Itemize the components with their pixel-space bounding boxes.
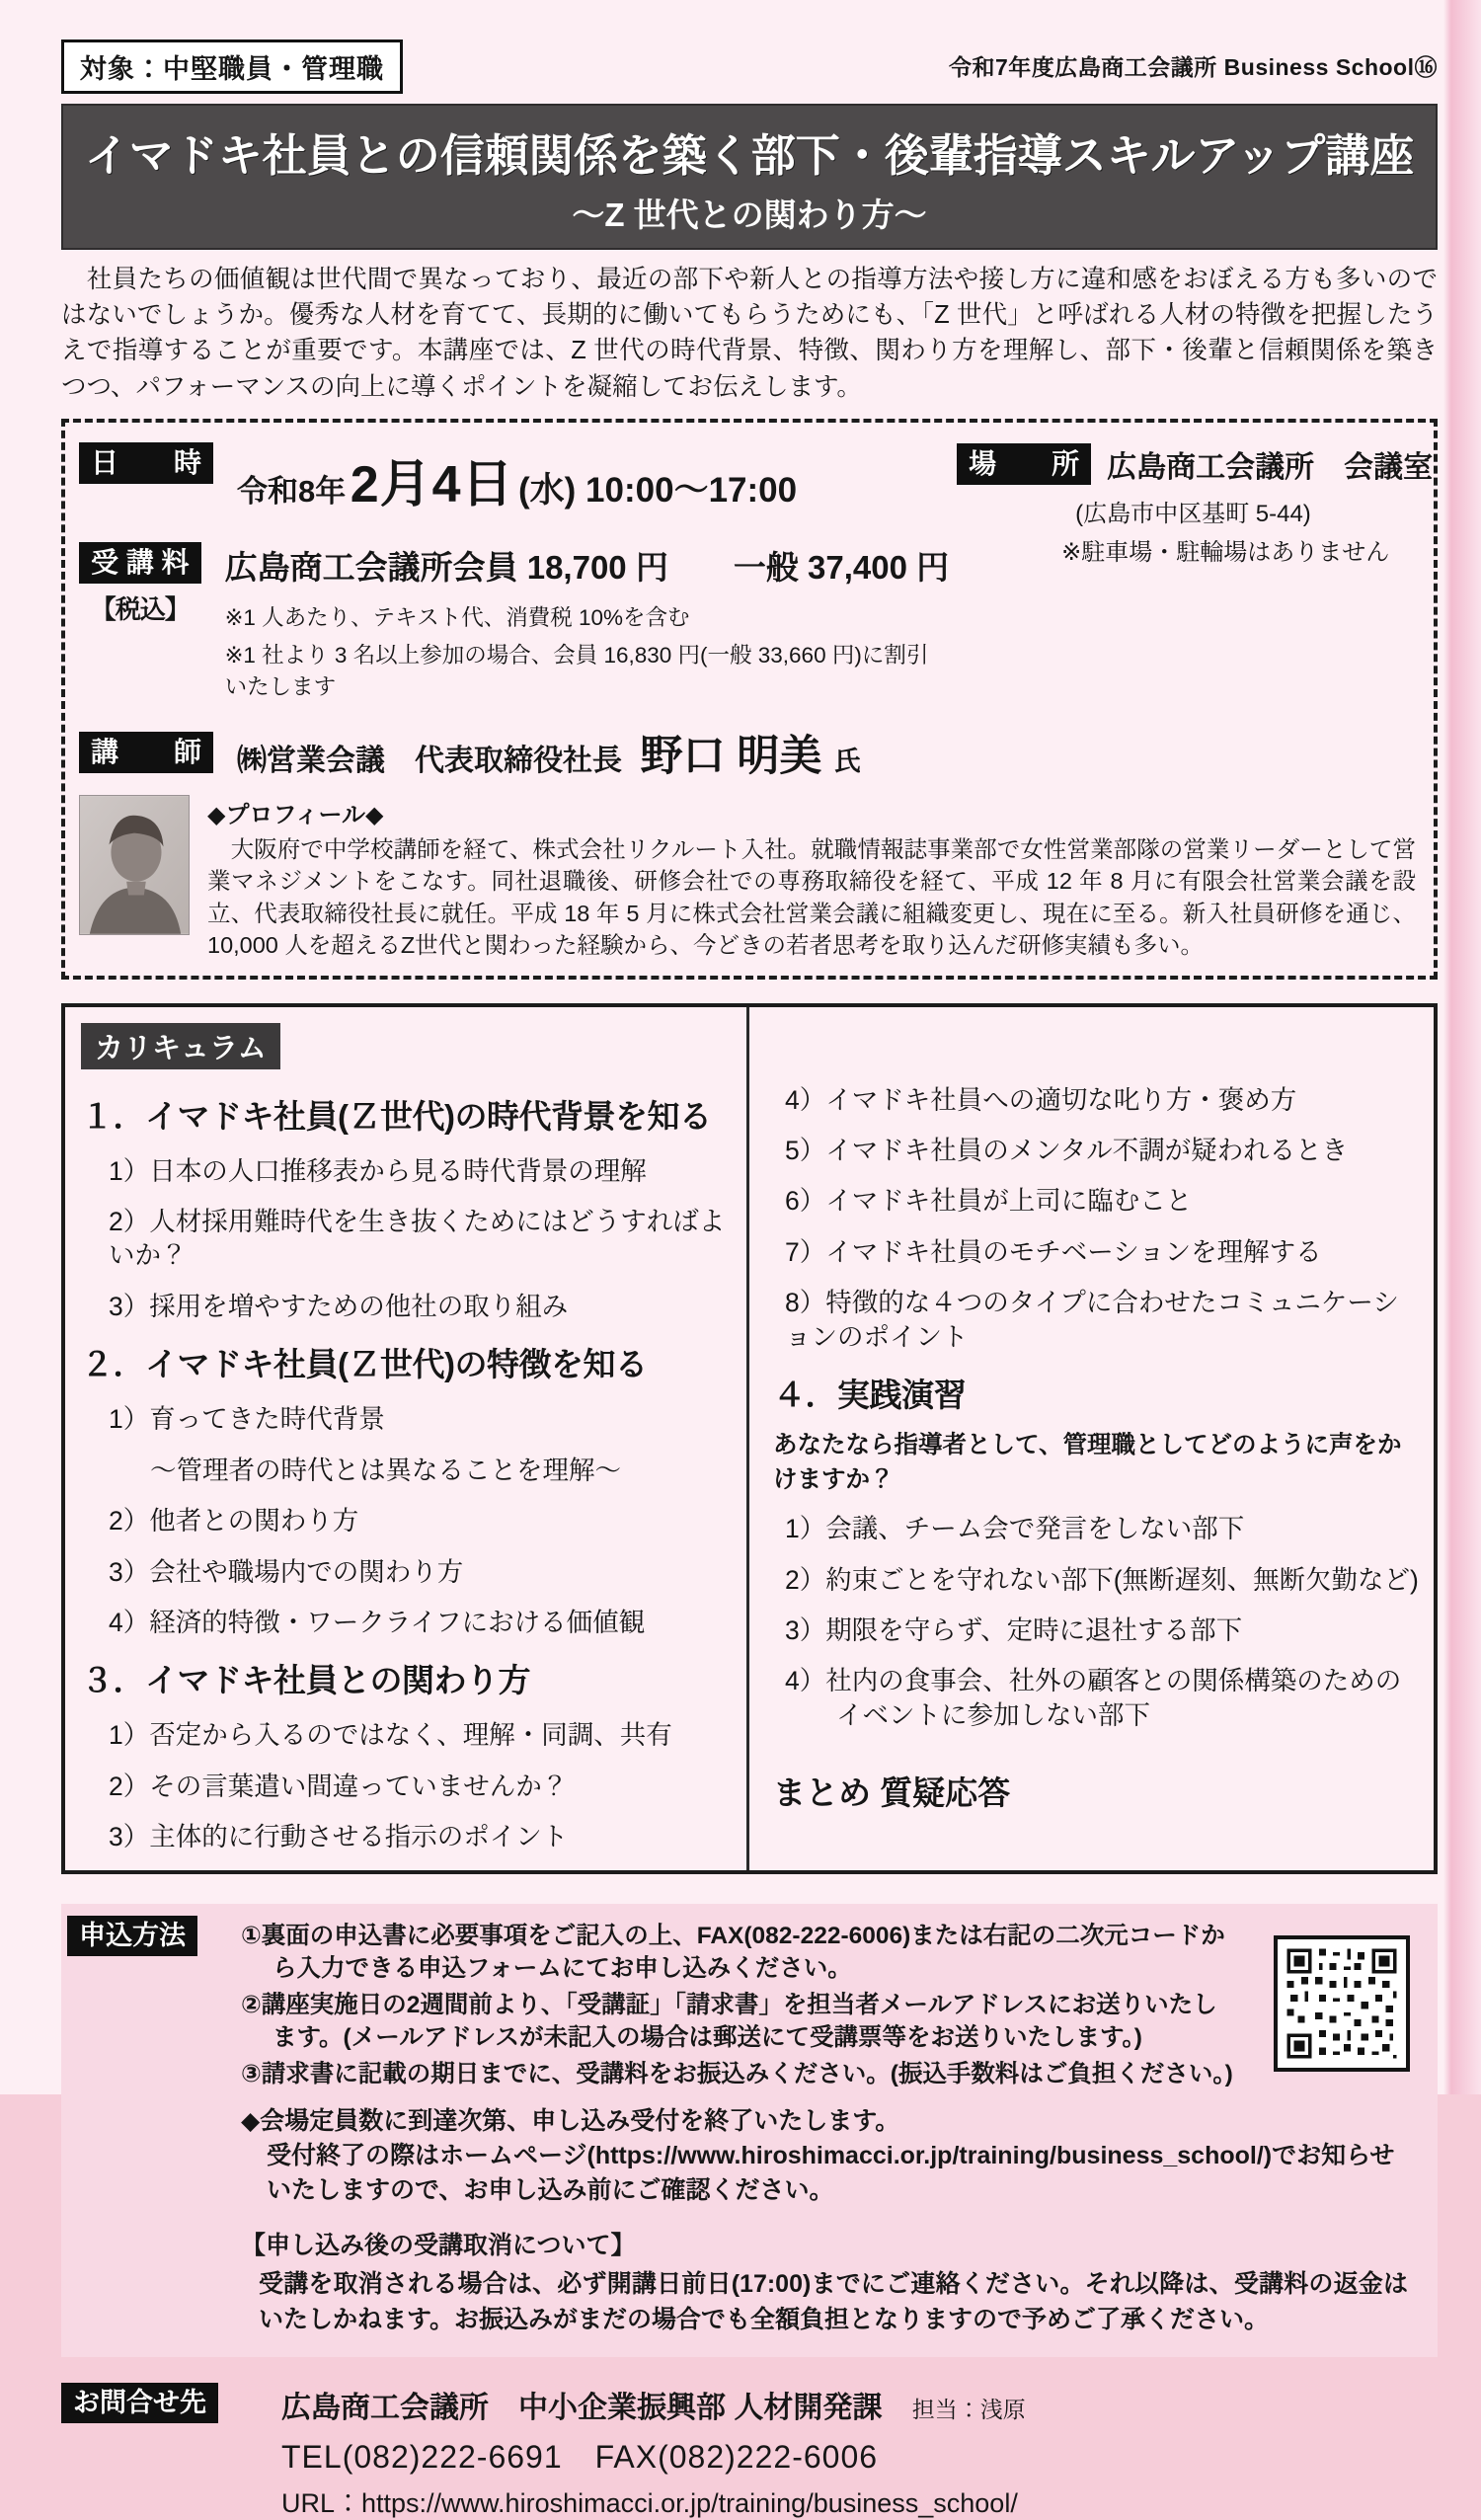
profile-row	[79, 795, 1416, 962]
curriculum-item: 2）人材採用難時代を生き抜くためにはどうすればよいか？	[109, 1206, 726, 1271]
curriculum-item: 1）育ってきた時代背景	[109, 1404, 385, 1435]
tax-included-label: 【税込】	[90, 594, 190, 624]
curriculum-item: 7）イマドキ社員のモチベーションを理解する	[785, 1236, 1322, 1267]
cancellation-block	[241, 2226, 1414, 2337]
date-era: 令和8年	[237, 473, 347, 509]
curriculum-item: 2）その言葉遣い間違っていませんか？	[109, 1771, 569, 1801]
edition-label: 令和7年度広島商工会議所 Business School⑯	[948, 54, 1438, 80]
qr-code-image	[1284, 1945, 1400, 2062]
lecturer-photo	[79, 795, 190, 935]
contact-label: お問合せ先	[61, 2383, 218, 2423]
intro-paragraph: 社員たちの価値観は世代間で異なっており、最近の部下や新人との指導方法や接し方に違和感をおぼえる方も多いのではないでしょうか。優秀な人材を育てて、長期的に働いてもらうためにも、「Z 世代」と呼ばれる人材の特徴を把握したうえで指導することが重要です。本講座では、Z 世代の時代背景、特徴、関わり方を理解し、部下・後輩と信頼関係を築きつつ、パフォーマンスの向上に導くポイントを凝縮してお伝えします。	[61, 266, 1438, 401]
details-box	[61, 419, 1438, 980]
capacity-note-line-2: 受付終了の際はホームページ(https://www.hiroshimacci.or.jp/training/business_school/)でお知らせいたしますので、お申し込み前にご確認ください。	[267, 2142, 1395, 2205]
contact-person: 担当：浅原	[911, 2397, 1026, 2423]
curriculum-item: 8）特徴的な４つのタイプに合わせたコミュニケーションのポイント	[785, 1288, 1399, 1352]
curriculum-label: カリキュラム	[81, 1023, 280, 1069]
curriculum-item: 6）イマドキ社員が上司に臨むこと	[785, 1186, 1193, 1217]
curriculum-item: 5）イマドキ社員のメンタル不調が疑われるとき	[785, 1135, 1349, 1165]
details-left	[79, 442, 949, 707]
fee-content	[201, 542, 950, 707]
capacity-note-line-1: ◆会場定員数に到達次第、申し込み受付を終了いたします。	[241, 2107, 900, 2136]
place-address: (広島市中区基町 5-44)	[1075, 500, 1311, 527]
target-audience-badge: 対象：中堅職員・管理職	[61, 39, 403, 94]
curriculum-section-2-title: ２．イマドキ社員(Ｚ世代)の特徴を知る	[81, 1346, 648, 1383]
fee-row	[79, 542, 949, 707]
profile-column	[190, 795, 1416, 962]
curriculum-item: 4）イマドキ社員への適切な叱り方・褒め方	[785, 1084, 1297, 1115]
curriculum-item: 4）経済的特徴・ワークライフにおける価値観	[109, 1608, 646, 1637]
qr-code	[1274, 1935, 1410, 2072]
curriculum-section-4-lead: あなたなら指導者として、管理職としてどのように声をかけますか？	[773, 1432, 1402, 1494]
curriculum-item: 3）採用を増やすための他社の取り組み	[109, 1291, 569, 1321]
fee-label-column	[79, 542, 201, 626]
fee-amounts: 広島商工会議所会員 18,700 円 一般 37,400 円	[224, 548, 950, 586]
lecturer-line	[213, 723, 861, 783]
curriculum-section-1-title: １．イマドキ社員(Ｚ世代)の時代背景を知る	[81, 1097, 712, 1135]
lecturer-label: 講 師	[79, 732, 213, 773]
place-note: ※駐車場・駐輪場はありません	[1061, 538, 1390, 566]
curriculum-summary: まとめ 質疑応答	[773, 1774, 1011, 1812]
curriculum-item: 3）主体的に行動させる指示のポイント	[109, 1822, 569, 1852]
capacity-note	[241, 2104, 1414, 2208]
fee-label: 受 講 料	[79, 542, 201, 584]
title-banner	[61, 104, 1438, 250]
place-label: 場 所	[957, 443, 1091, 485]
contact-info	[218, 2383, 1026, 2520]
apply-step-3: ③請求書に記載の期日までに、受講料をお振込みください。(振込手数料はご負担ください。)	[241, 2061, 1233, 2087]
contact-url: URL：https://www.hiroshimacci.or.jp/training/business_school/	[281, 2488, 1018, 2519]
lecturer-company: ㈱営業会議 代表取締役社長	[237, 744, 623, 777]
apply-steps	[241, 1920, 1236, 2090]
curriculum-left-column	[65, 1007, 749, 1870]
details-top	[79, 442, 1434, 707]
profile-text: 大阪府で中学校講師を経て、株式会社リクルート入社。就職情報誌事業部で女性営業部隊の営業リーダーとして営業マネジメントをこなす。同社退職後、研修会社での専務取締役を経て、平成 12 年 8 月に有限会社営業会議を設立、代表取締役社長に就任。平成 18 年 5 月に株式会社営業会議に組織変更し、現在に至る。新入社員研修を通じ、10,000 人を超えるZ世代と関わった経験から、今どきの若者思考を取り込んだ研修実績も多い。	[207, 835, 1416, 959]
top-bar	[61, 39, 1438, 94]
date-time: (水) 10:00～17:00	[518, 470, 798, 510]
curriculum-item: 2）約束ごとを守れない部下(無断遅刻、無断欠勤など)	[785, 1564, 1419, 1595]
contact-organization	[281, 2383, 1026, 2426]
curriculum-item: 2）他者との関わり方	[109, 1506, 359, 1536]
contact-tel-fax: TEL(082)222-6691 FAX(082)222-6006	[281, 2439, 879, 2476]
page-subtitle: 〜Z 世代との関わり方〜	[572, 197, 927, 233]
datetime-value	[213, 442, 797, 516]
fee-note-1: ※1 人あたり、テキスト代、消費税 10%を含む	[224, 604, 690, 630]
datetime-row	[79, 442, 949, 516]
lecturer-row	[79, 723, 1416, 783]
lecturer-photo-image	[80, 796, 189, 934]
cancellation-title: 【申し込み後の受講取消について】	[241, 2232, 636, 2260]
curriculum-item: 3）期限を守らず、定時に退社する部下	[785, 1615, 1243, 1645]
lecturer-honorific: 氏	[833, 746, 861, 776]
curriculum-item: 1）日本の人口推移表から見る時代背景の理解	[109, 1155, 647, 1186]
apply-method-label: 申込方法	[67, 1916, 197, 1956]
date-day: 2月4日	[350, 455, 514, 513]
fee-note-2: ※1 社より 3 名以上参加の場合、会員 16,830 円(一般 33,660 円)に割引いたします	[224, 642, 929, 699]
curriculum-section-4-title: ４．実践演習	[773, 1377, 966, 1414]
apply-step-2: ②講座実施日の2週間前より、「受講証」「請求書」を担当者メールアドレスにお送りいたします。(メールアドレスが未記入の場合は郵送にて受講票等をお送りいたします。)	[241, 1991, 1217, 2051]
curriculum-item: 3）会社や職場内での関わり方	[109, 1556, 464, 1587]
apply-step-1: ①裏面の申込書に必要事項をご記入の上、FAX(082-222-6006)または右記の二次元コードから入力できる申込フォームにてお申し込みください。	[241, 1922, 1225, 1982]
datetime-label: 日 時	[79, 442, 213, 484]
profile-heading: ◆プロフィール◆	[207, 801, 384, 828]
curriculum-right-column	[749, 1007, 1434, 1870]
curriculum-section-3-title: ３．イマドキ社員との関わり方	[81, 1662, 530, 1699]
curriculum-item: 1）会議、チーム会で発言をしない部下	[785, 1514, 1245, 1544]
curriculum-item: 4）社内の食事会、社外の顧客との関係構築のためのイベントに参加しない部下	[785, 1666, 1402, 1730]
contact-org-name: 広島商工会議所 中小企業振興部 人材開発課	[281, 2392, 883, 2425]
place-name: 広島商工会議所 会議室	[1107, 450, 1434, 484]
contact-section	[61, 2375, 1438, 2520]
lecturer-name: 野口 明美	[640, 732, 822, 780]
apply-section	[61, 1904, 1438, 2357]
curriculum-box	[61, 1003, 1438, 1874]
place-head	[957, 442, 1433, 486]
curriculum-item: 〜管理者の時代とは異なることを理解〜	[150, 1455, 621, 1485]
place-block	[949, 442, 1433, 707]
curriculum-item: 1）否定から入るのではなく、理解・同調、共有	[109, 1720, 672, 1751]
page-title: イマドキ社員との信頼関係を築く部下・後輩指導スキルアップ講座	[84, 130, 1415, 181]
cancellation-text: 受講を取消される場合は、必ず開講日前日(17:00)までにご連絡ください。それ以降は、受講料の返金はいたしかねます。お振込みがまだの場合でも全額負担となりますので予めご了承ください。	[259, 2270, 1408, 2333]
